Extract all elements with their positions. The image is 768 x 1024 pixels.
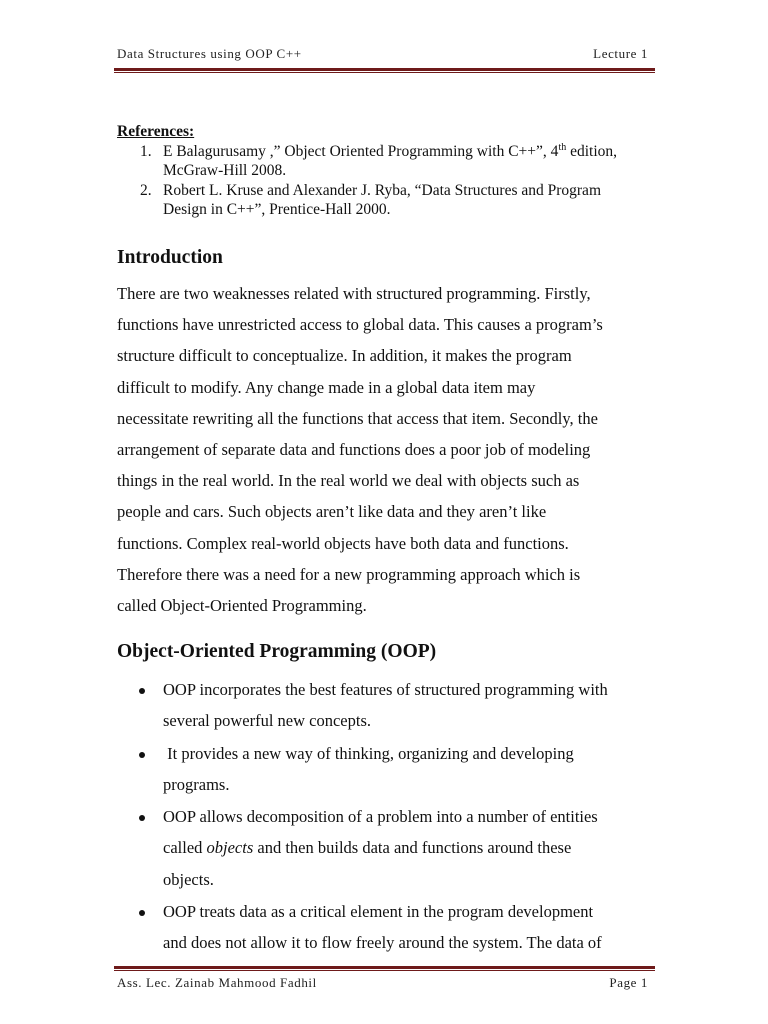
bullet-text-continued: and does not allow it to flow freely around the system. The data of [163,933,602,953]
paragraph-line: structure difficult to conceptualize. In addition, it makes the program [117,346,572,366]
header-lecture-number: Lecture 1 [593,46,648,61]
paragraph-line: functions have unrestricted access to global data. This causes a program’s [117,315,603,335]
reference-text: E Balagurusamy ,” Object Oriented Programming with C++”, 4th edition, [163,141,618,160]
header-course-title: Data Structures using OOP C++ [117,46,302,61]
reference-superscript: th [558,141,567,153]
bullet-text-continued: called objects and then builds data and functions around these [163,838,572,858]
reference-item [140,181,660,219]
reference-number: 1. [140,143,152,160]
bullet-text: OOP treats data as a critical element in the program development [163,901,594,921]
bullet-text: It provides a new way of thinking, organizing and developing [163,743,574,763]
bullet-dot-icon [139,815,145,821]
bullet-text: OOP incorporates the best features of structured programming with [163,680,608,699]
bullet-text-continued: several powerful new concepts. [163,711,371,731]
bullet-text-continued: programs. [163,774,230,794]
bullet-dot-icon [139,688,145,694]
reference-text-continued: McGraw-Hill 2008. [163,162,287,179]
emphasized-term: objects [206,838,254,858]
bullet-dot-icon [139,910,145,916]
header-rule [114,68,655,73]
page-number: Page 1 [609,975,648,990]
bullet-dot-icon [139,752,145,758]
paragraph-line: There are two weaknesses related with structured programming. Firstly, [117,284,591,303]
page-header [117,46,651,66]
reference-item [140,142,660,180]
paragraph-line: necessitate rewriting all the functions that access that item. Secondly, the [117,408,598,428]
paragraph-line: Therefore there was a need for a new programming approach which is [117,564,581,584]
paragraph-line: called Object-Oriented Programming. [117,595,367,615]
footer-author: Ass. Lec. Zainab Mahmood Fadhil [117,975,317,990]
paragraph-line: arrangement of separate data and functions does a poor job of modeling [117,439,591,459]
bullet-item [117,896,662,958]
paragraph-line: functions. Complex real-world objects have both data and functions. [117,533,569,553]
paragraph-line: things in the real world. In the real world we deal with objects such as [117,471,580,491]
reference-text-continued: Design in C++”, Prentice-Hall 2000. [163,201,391,218]
bullet-text: OOP allows decomposition of a problem into a number of entities [163,807,598,827]
bullet-item [117,738,662,800]
reference-text: Robert L. Kruse and Alexander J. Ryba, “Data Structures and Program [163,182,601,199]
paragraph-line: difficult to modify. Any change made in a global data item may [117,377,536,397]
footer-rule [114,966,655,971]
introduction-paragraph [117,278,657,621]
bullet-item [117,674,662,736]
bullet-item [117,801,662,895]
references-title: References: [117,123,195,140]
introduction-heading: Introduction [117,247,223,268]
bullet-text-continued: objects. [163,869,214,889]
page-footer [117,975,651,995]
oop-heading: Object-Oriented Programming (OOP) [117,641,437,662]
oop-bullet-list [117,674,662,959]
paragraph-line: people and cars. Such objects aren’t like data and they aren’t like [117,502,547,522]
reference-number: 2. [140,182,152,199]
